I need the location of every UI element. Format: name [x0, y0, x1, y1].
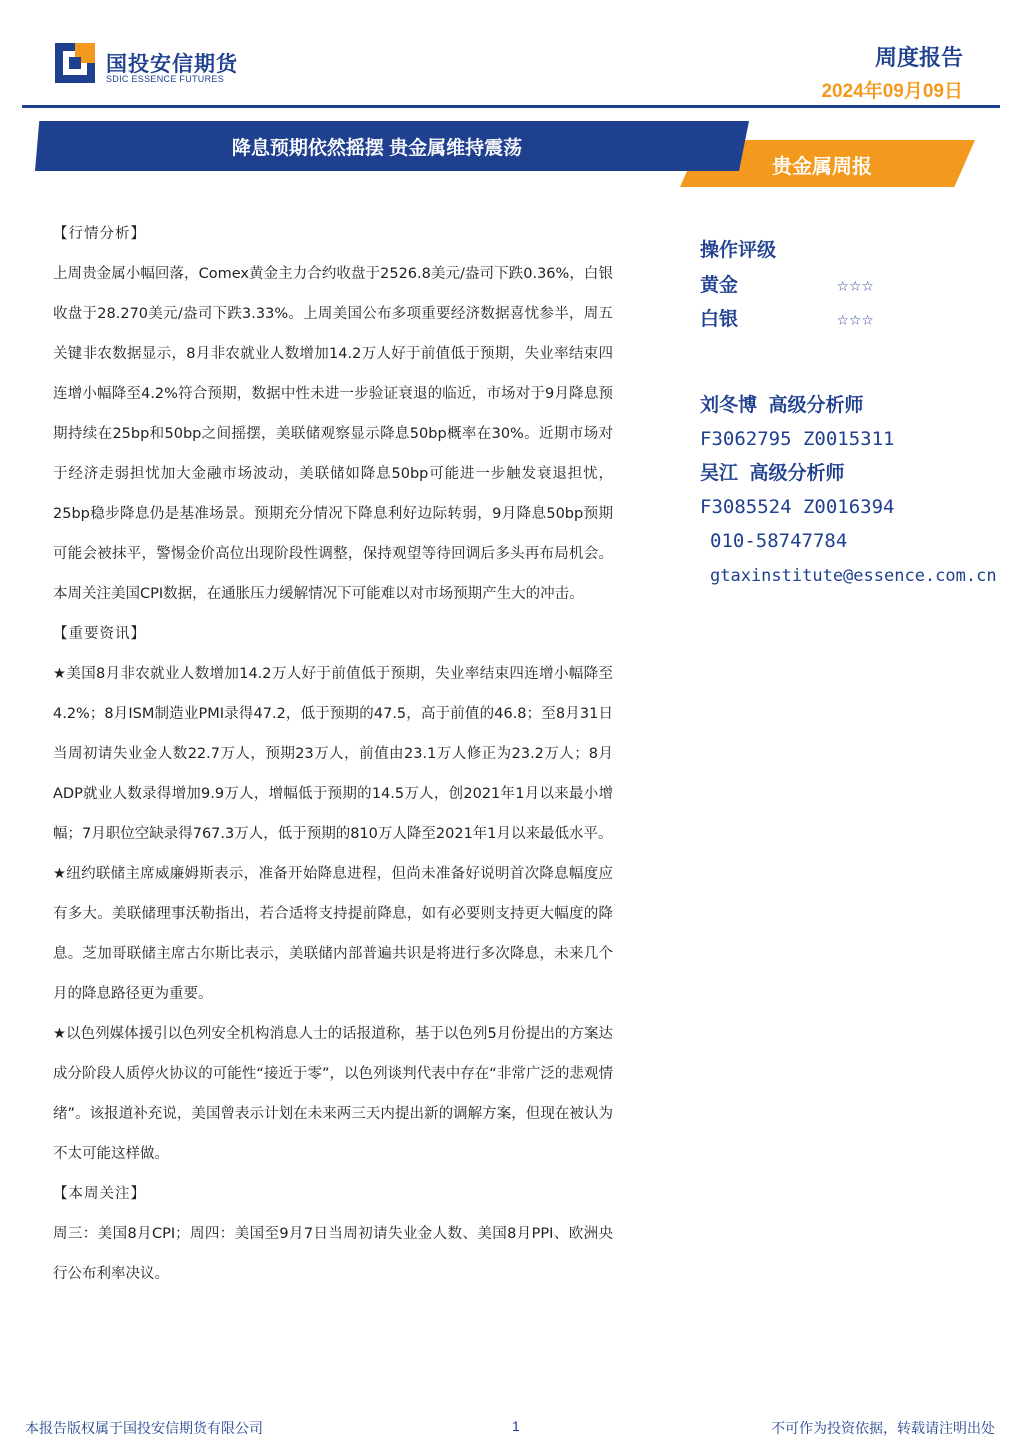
- news-item: ★以色列媒体援引以色列安全机构消息人士的话报道称，基于以色列5月份提出的方案达成分阶段人质停火协议的可能性“接近于零”，以色列谈判代表中存在“非常广泛的悲观情绪”。该报道补充说，美国曾表示计划在未来两三天内提出新的调解方案，但现在被认为不太可能这样做。: [53, 1026, 613, 1162]
- rating-row-silver: [700, 302, 1025, 336]
- report-type: 周度报告: [874, 45, 963, 70]
- footer-copyright: 本报告版权属于国投安信期货有限公司: [25, 1420, 263, 1436]
- company-name-cn: 国投安信期货: [106, 53, 238, 76]
- report-title: 降息预期依然摇摆 贵金属维持震荡: [231, 138, 523, 159]
- contact-phone: 010-58747784: [710, 530, 848, 552]
- news-heading: 【重要资讯】: [53, 626, 146, 642]
- report-date: 2024年09月09日: [821, 81, 963, 102]
- rating-row-gold: [700, 268, 1025, 302]
- market-analysis-heading: 【行情分析】: [53, 226, 146, 242]
- sidebar: [700, 232, 1025, 593]
- weekly-watch-heading: 【本周关注】: [53, 1186, 146, 1202]
- rating-label: 黄金: [700, 274, 739, 296]
- rating-title: 操作评级: [700, 239, 777, 261]
- company-logo-icon: [55, 43, 95, 83]
- star-rating-icon: ☆☆☆: [837, 274, 875, 296]
- market-analysis-text: 上周贵金属小幅回落，Comex黄金主力合约收盘于2526.8美元/盎司下跌0.36%，白银收盘于28.270美元/盎司下跌3.33%。上周美国公布多项重要经济数据喜忧参半，周五关键非农数据显示，8月非农就业人数增加14.2万人好于前值低于预期，失业率结束四连增小幅降至4.2%符合预期，数据中性未进一步验证衰退的临近，市场对于9月降息预期持续在25bp和50bp之间摇摆，美联储观察显示降息50bp概率在30%。近期市场对于经济走弱担忧加大金融市场波动，美联储如降息50bp可能进一步触发衰退担忧，25bp稳步降息仍是基准场景。预期充分情况下降息利好边际转弱，9月降息50bp预期可能会被抹平，警惕金价高位出现阶段性调整，保持观望等待回调后多头再布局机会。本周关注美国CPI数据，在通胀压力缓解情况下可能难以对市场预期产生大的冲击。: [53, 266, 613, 602]
- analyst-name: 吴江 高级分析师: [700, 462, 845, 484]
- news-item: ★纽约联储主席威廉姆斯表示，准备开始降息进程，但尚未准备好说明首次降息幅度应有多大。美联储理事沃勒指出，若合适将支持提前降息，如有必要则支持更大幅度的降息。芝加哥联储主席古尔斯比表示，美联储内部普遍共识是将进行多次降息，未来几个月的降息路径更为重要。: [53, 866, 613, 1002]
- rating-label: 白银: [700, 308, 739, 330]
- category-label: 贵金属周报: [772, 156, 872, 178]
- analyst-codes: F3062795 Z0015311: [700, 428, 895, 450]
- news-item: ★美国8月非农就业人数增加14.2万人好于前值低于预期，失业率结束四连增小幅降至4.2%；8月ISM制造业PMI录得47.2，低于预期的47.5，高于前值的46.8；至8月31日当周初请失业金人数22.7万人，预期23万人，前值由23.1万人修正为23.2万人；8月ADP就业人数录得增加9.9万人，增幅低于预期的14.5万人，创2021年1月以来最小增幅；7月职位空缺录得767.3万人，低于预期的810万人降至2021年1月以来最低水平。: [53, 666, 613, 842]
- footer-disclaimer: 不可作为投资依据，转载请注明出处: [771, 1420, 995, 1436]
- header-divider: [22, 105, 1000, 108]
- page-number: 1: [512, 1418, 520, 1434]
- contact-email[interactable]: gtaxinstitute@essence.com.cn: [710, 566, 997, 586]
- main-content: [53, 214, 613, 1294]
- weekly-watch-text: 周三：美国8月CPI；周四：美国至9月7日当周初请失业金人数、美国8月PPI、欧洲央行公布利率决议。: [53, 1226, 613, 1282]
- analyst-name: 刘冬博 高级分析师: [700, 394, 864, 416]
- company-name-en: SDIC ESSENCE FUTURES: [106, 74, 225, 84]
- analyst-codes: F3085524 Z0016394: [700, 496, 895, 518]
- star-rating-icon: ☆☆☆: [837, 308, 875, 330]
